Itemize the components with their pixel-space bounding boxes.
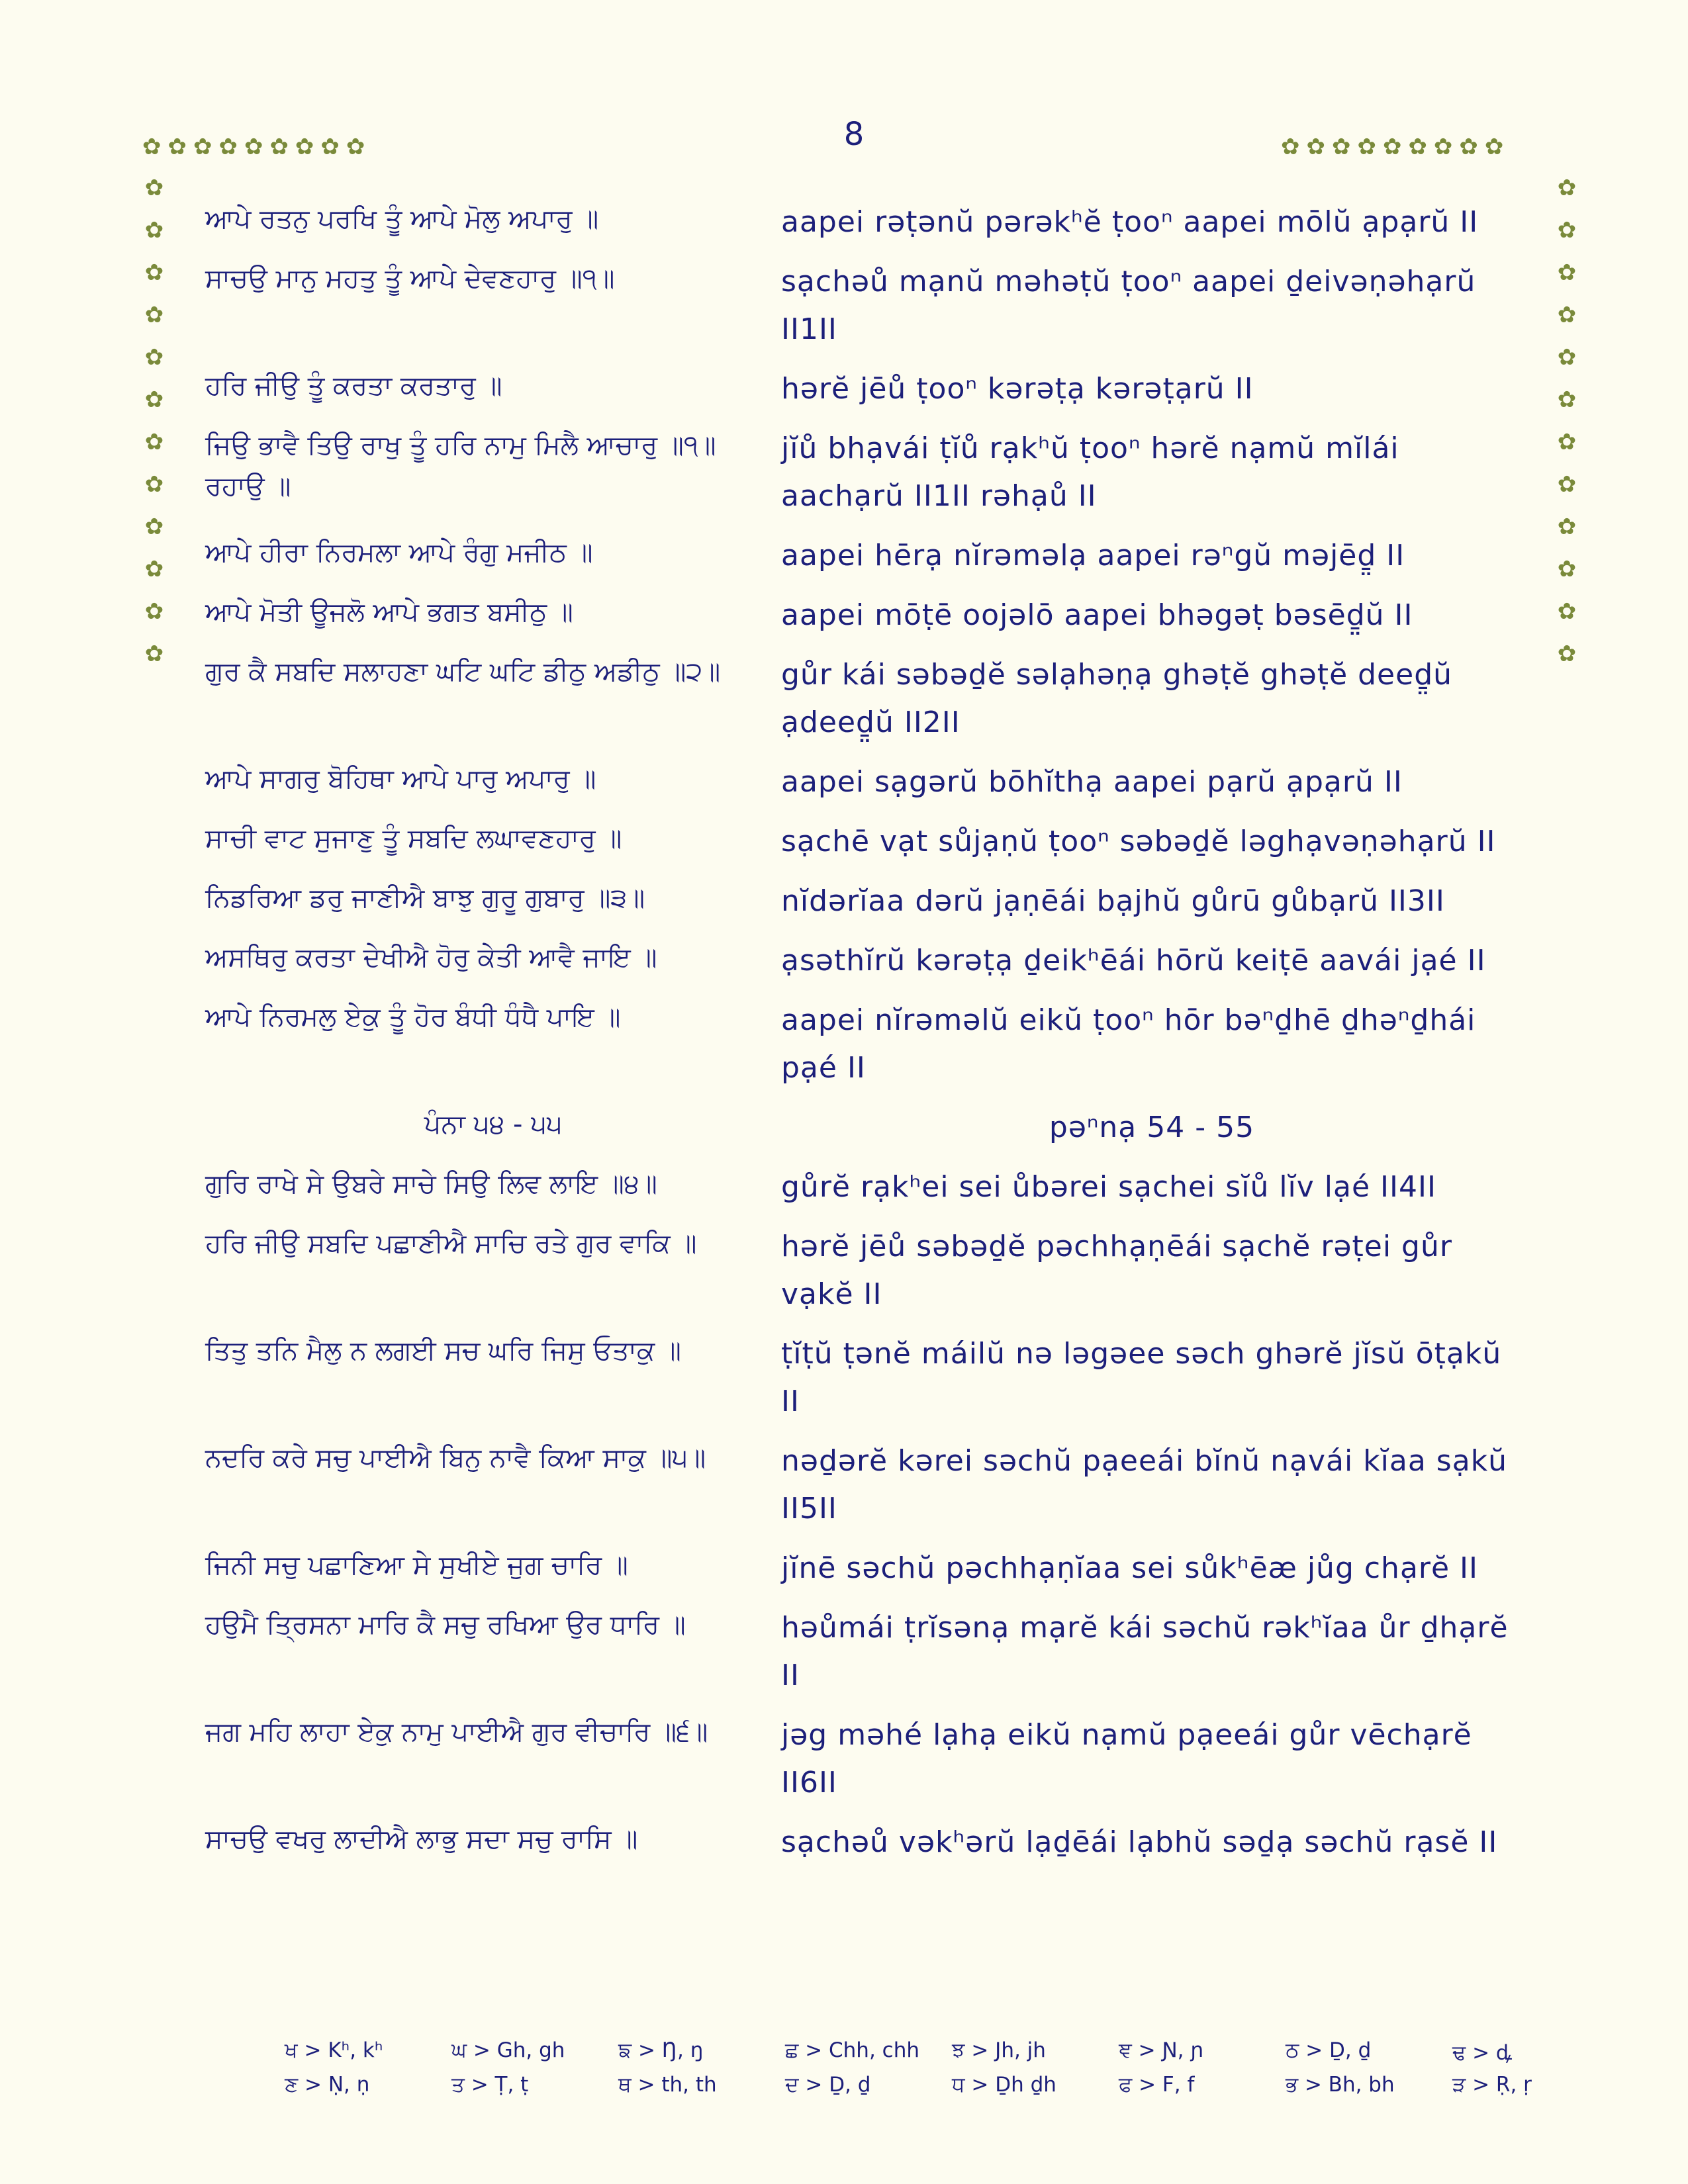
page-reference-translit: pəⁿnạ 54 - 55 [1049,1111,1255,1144]
page-reference-row [205,1104,1529,1152]
gurmukhi-text: ਆਪੇ ਹੀਰਾ ਨਿਰਮਲਾ ਆਪੇ ਰੰਗੁ ਮਜੀਠ ॥ [205,537,593,568]
transliteration-text: sạchəů vəkʰərŭ lạḏēái lạbhŭ səḏạ səchŭ rạsĕ II [781,1825,1498,1859]
flower-ornament-top-right: ✿✿✿✿✿✿✿✿✿ [1281,134,1511,160]
transliteration-text: həůmái ṭrĭsənạ mạrĕ kái səchŭ rəkʰĭaa ůr ḏhạrĕ II [781,1611,1509,1692]
flower-ornament-top-left: ✿✿✿✿✿✿✿✿✿ [142,134,372,160]
verse-row [205,1711,1529,1807]
key-entry: ੜ > Ṛ, ṛ [1452,2073,1532,2097]
transliteration-text: hərĕ jēů səbəḏĕ pəchhạṇēái sạchĕ rəṭei gůr vạkĕ II [781,1230,1452,1311]
key-entry: ਣ > Ṇ, ṇ [285,2073,370,2097]
gurmukhi-text: ਸਾਚੀ ਵਾਟ ਸੁਜਾਣੁ ਤੂੰ ਸਬਦਿ ਲਘਾਵਣਹਾਰੁ ॥ [205,823,622,854]
verse-row [205,1819,1529,1866]
gurmukhi-text: ਆਪੇ ਨਿਰਮਲੁ ਏਕੁ ਤੂੰ ਹੋਰ ਬੰਧੀ ਧੰਧੈ ਪਾਇ ॥ [205,1002,621,1032]
transliteration-text: aapei nĭrəməlŭ eikŭ ṭooⁿ hōr bəⁿḏhē ḏhəⁿḏhái pạé II [781,1003,1476,1085]
transliteration-text: jĭnē səchŭ pəchhạṇĭaa sei sůkʰēæ jůg chạrĕ II [781,1551,1479,1585]
gurmukhi-text: ਨਦਰਿ ਕਰੇ ਸਚੁ ਪਾਈਐ ਬਿਨੁ ਨਾਵੈ ਕਿਆ ਸਾਕੁ ॥੫॥ [205,1443,706,1473]
transliteration-text: aapei hērạ nĭrəməlạ aapei rəⁿgŭ məjēḏ̤ II [781,539,1405,572]
verse-row [205,997,1529,1092]
key-entry: ਫ > F, f [1119,2073,1195,2097]
gurmukhi-text: ਆਪੇ ਸਾਗਰੁ ਬੋਹਿਥਾ ਆਪੇ ਪਾਰੁ ਅਪਾਰੁ ॥ [205,764,596,794]
verse-row [205,1437,1529,1533]
verse-table [205,199,1529,1878]
verse-row [205,532,1529,580]
verse-row [205,1163,1529,1211]
transliteration-text: ạsəthĭrŭ kərəṭạ ḏeikʰēái hōrŭ keiṭē aavái jạé II [781,944,1486,978]
transliteration-text: hərĕ jēů ṭooⁿ kərəṭạ kərəṭạrŭ II [781,372,1254,406]
page-number: 8 [843,116,865,153]
key-entry: ਦ > Ḏ, ḏ [785,2073,871,2097]
verse-row [205,937,1529,985]
transliteration-text: nəḏərĕ kərei səchŭ pạeeái bĭnŭ nạvái kĭaa sạkŭ II5II [781,1444,1508,1525]
transliteration-key [285,2038,1619,2107]
key-entry: ਢ > ꝱ [1452,2041,1513,2065]
key-row [285,2073,1619,2107]
gurmukhi-text: ਗੁਰਿ ਰਾਖੇ ਸੇ ਉਬਰੇ ਸਾਚੇ ਸਿਉ ਲਿਵ ਲਾਇ ॥੪॥ [205,1169,657,1199]
verse-row [205,758,1529,806]
gurmukhi-text: ਹਉਮੈ ਤ੍ਰਿਸਨਾ ਮਾਰਿ ਕੈ ਸਚੁ ਰਖਿਆ ਉਰ ਧਾਰਿ ॥ [205,1610,686,1640]
transliteration-text: gůr kái səbəḏĕ səlạhəṇạ ghəṭĕ ghəṭĕ deeḏ̤ŭ ạdeeḏ̤ŭ II2II [781,658,1453,739]
gurmukhi-text: ਗੁਰ ਕੈ ਸਬਦਿ ਸਲਾਹਣਾ ਘਟਿ ਘਟਿ ਡੀਠੁ ਅਡੀਠੁ ॥੨॥ [205,657,721,687]
gurmukhi-text: ਆਪੇ ਰਤਨੁ ਪਰਖਿ ਤੂੰ ਆਪੇ ਮੋਲੁ ਅਪਾਰੁ ॥ [205,204,599,234]
key-entry: ਘ > Gh, gh [451,2038,565,2062]
transliteration-text: sạchəů mạnŭ məhəṭŭ ṭooⁿ aapei ḏeivəṇəhạrŭ II1II [781,265,1476,346]
gurmukhi-text: ਤਿਤੁ ਤਨਿ ਮੈਲੁ ਨ ਲਗਈ ਸਚ ਘਰਿ ਜਿਸੁ ਓਤਾਕੁ ॥ [205,1336,681,1366]
transliteration-text: sạchē vạt sůjạṇŭ ṭooⁿ səbəḏĕ ləghạvəṇəhạrŭ II [781,825,1496,858]
verse-row [205,592,1529,639]
key-entry: ਙ > Ŋ, ŋ [618,2038,704,2062]
page-reference-gurmukhi: ਪੰਨਾ ੫੪ - ੫੫ [424,1109,563,1140]
verse-row [205,651,1529,747]
verse-row [205,818,1529,866]
verse-row [205,258,1529,353]
transliteration-text: aapei mōṭē oojəlō aapei bhəgəṭ bəsēḏ̤ŭ II [781,598,1413,632]
verse-row [205,425,1529,520]
transliteration-text: ṭĭṭŭ ṭənĕ máilŭ nə ləgəee səch ghərĕ jĭsŭ ōṭạkŭ II [781,1337,1502,1418]
verse-row [205,199,1529,246]
verse-row [205,1545,1529,1592]
transliteration-text: aapei rəṭənŭ pərəkʰĕ ṭooⁿ aapei mōlŭ ạpạrŭ II [781,205,1479,239]
gurmukhi-text: ਨਿਡਰਿਆ ਡਰੁ ਜਾਣੀਐ ਬਾਝੁ ਗੁਰੂ ਗੁਬਾਰੁ ॥੩॥ [205,883,645,913]
gurmukhi-text: ਆਪੇ ਮੋਤੀ ਊਜਲੋ ਆਪੇ ਭਗਤ ਬਸੀਠੁ ॥ [205,597,573,627]
gurmukhi-text: ਹਰਿ ਜੀਉ ਤੂੰ ਕਰਤਾ ਕਰਤਾਰੁ ॥ [205,371,502,401]
flower-ornament-right: ✿ ✿ ✿ ✿ ✿ ✿ ✿ ✿ ✿ ✿ ✿ ✿ [1557,175,1577,667]
transliteration-text: jəg məhé lạhạ eikŭ nạmŭ pạeeái gůr vēchạrĕ II6II [781,1718,1472,1799]
key-entry: ਥ > th, th [618,2073,717,2097]
key-entry: ਤ > Ṭ, ṭ [451,2073,529,2097]
key-entry: ਭ > Bh, bh [1286,2073,1395,2097]
key-entry: ਖ > Kʰ, kʰ [285,2038,383,2062]
verse-row [205,1223,1529,1318]
key-entry: ਝ > Jh, jh [952,2038,1046,2062]
gurmukhi-text: ਜਿਉ ਭਾਵੈ ਤਿਉ ਰਾਖੁ ਤੂੰ ਹਰਿ ਨਾਮੁ ਮਿਲੈ ਆਚਾਰੁ ॥੧॥ ਰਹਾਉ ॥ [205,430,716,502]
verse-row [205,1604,1529,1700]
transliteration-text: jĭů bhạvái ṭĭů rạkʰŭ ṭooⁿ hərĕ nạmŭ mĭlái aachạrŭ II1II rəhạů II [781,432,1399,513]
verse-row [205,1330,1529,1426]
key-row [285,2038,1619,2073]
gurmukhi-text: ਅਸਥਿਰੁ ਕਰਤਾ ਦੇਖੀਐ ਹੋਰੁ ਕੇਤੀ ਆਵੈ ਜਾਇ ॥ [205,942,657,973]
verse-row [205,878,1529,925]
gurmukhi-text: ਸਾਚਉ ਮਾਨੁ ਮਹਤੁ ਤੂੰ ਆਪੇ ਦੇਵਣਹਾਰੁ ॥੧॥ [205,263,615,294]
gurmukhi-text: ਜਗ ਮਹਿ ਲਾਹਾ ਏਕੁ ਨਾਮੁ ਪਾਈਐ ਗੁਰ ਵੀਚਾਰਿ ॥੬॥ [205,1717,708,1747]
key-entry: ਠ > Ḏ, ḏ [1286,2038,1372,2062]
gurmukhi-text: ਸਾਚਉ ਵਖਰੁ ਲਾਦੀਐ ਲਾਭੁ ਸਦਾ ਸਚੁ ਰਾਸਿ ॥ [205,1824,638,1854]
verse-row [205,365,1529,413]
flower-ornament-left: ✿ ✿ ✿ ✿ ✿ ✿ ✿ ✿ ✿ ✿ ✿ ✿ [144,175,164,667]
transliteration-text: aapei sạgərŭ bōhĭthạ aapei pạrŭ ạpạrŭ II [781,765,1403,799]
transliteration-text: nĭdərĭaa dərŭ jạṇēái bạjhŭ gůrū gůbạrŭ II3II [781,884,1445,918]
key-entry: ਧ > Ḏh ḏh [952,2073,1056,2097]
gurmukhi-text: ਜਿਨੀ ਸਚੁ ਪਛਾਣਿਆ ਸੇ ਸੁਖੀਏ ਜੁਗ ਚਾਰਿ ॥ [205,1550,628,1580]
key-entry: ਞ > Ɲ, ɲ [1119,2038,1204,2062]
gurmukhi-text: ਹਰਿ ਜੀਉ ਸਬਦਿ ਪਛਾਣੀਐ ਸਾਚਿ ਰਤੇ ਗੁਰ ਵਾਕਿ ॥ [205,1228,697,1259]
key-entry: ਛ > Chh, chh [785,2038,920,2062]
transliteration-text: gůrĕ rạkʰei sei ůbərei sạchei sĭů lĭv lạé II4II [781,1170,1436,1204]
